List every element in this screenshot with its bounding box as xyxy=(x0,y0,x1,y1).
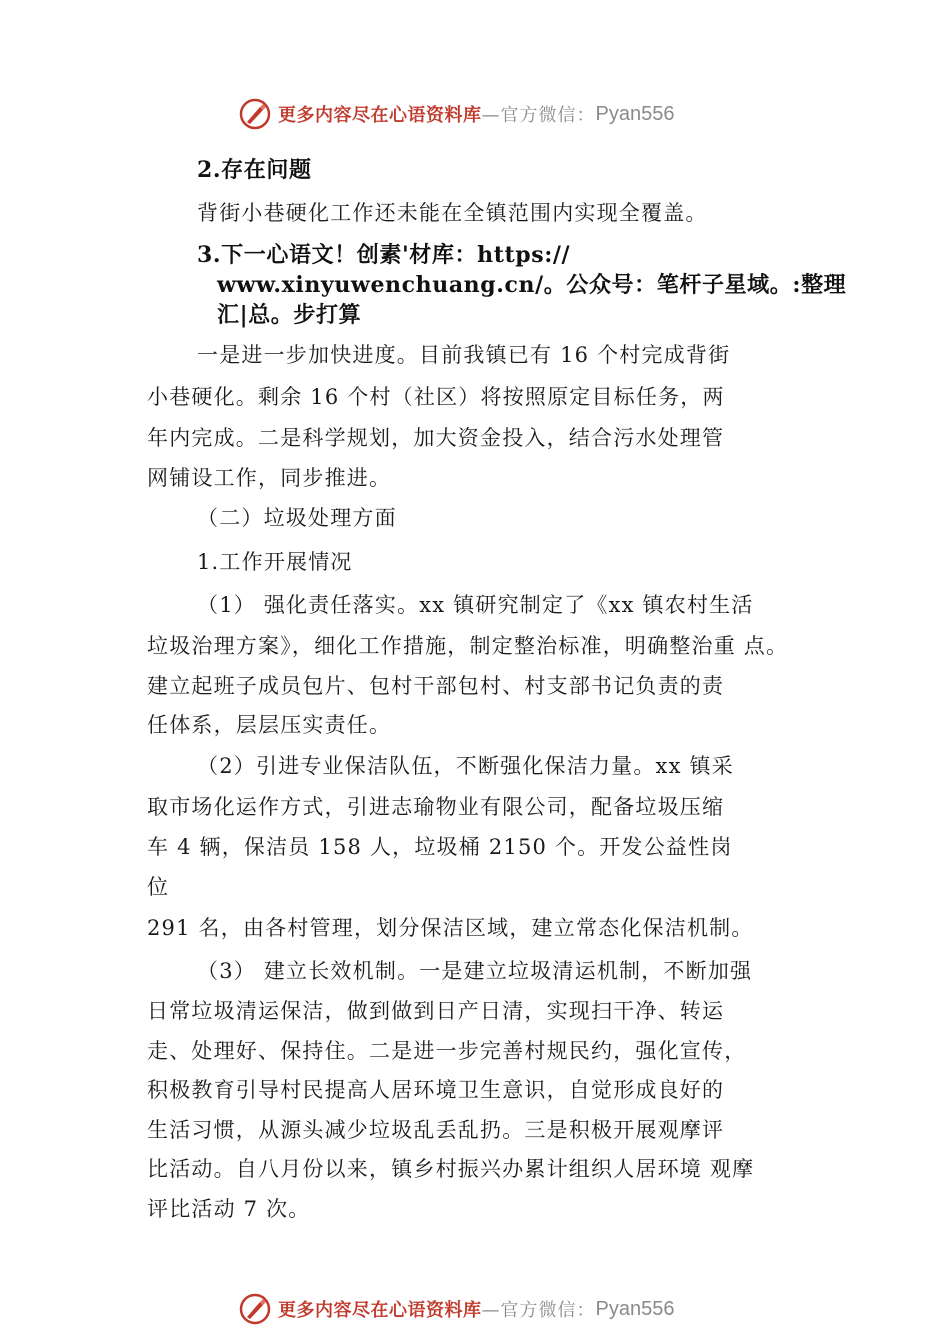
header-watermark xyxy=(238,97,674,131)
paragraph-line: 背街小巷硬化工作还未能在全镇范围内实现全覆盖。 xyxy=(197,201,708,225)
paragraph-line: 取市场化运作方式，引进志瑜物业有限公司，配备垃圾压缩 xyxy=(147,795,725,819)
watermark-wechat-id: Pyan556 xyxy=(595,1297,675,1320)
section-heading-next-steps: 3.下一心语文！创素'材库：https:// xyxy=(197,242,571,268)
footer-watermark xyxy=(238,1292,674,1326)
paragraph-line: 任体系，层层压实责任。 xyxy=(147,713,392,737)
watermark-brand: 更多内容尽在心语资料库 xyxy=(278,1300,482,1321)
pen-logo-icon xyxy=(238,1292,272,1326)
paragraph-line: 车 4 辆，保洁员 158 人，垃圾桶 2150 个。开发公益性岗 xyxy=(147,835,733,859)
section-heading-problems: 2.存在问题 xyxy=(197,157,312,183)
paragraph-line: 评比活动 7 次。 xyxy=(147,1197,311,1221)
watermark-official-label: —官方微信： xyxy=(481,105,596,126)
paragraph-line: 291 名，由各村管理，划分保洁区域，建立常态化保洁机制。 xyxy=(147,916,754,940)
watermark-wechat-id: Pyan556 xyxy=(595,102,675,125)
paragraph-line: 积极教育引导村民提高人居环境卫生意识，自觉形成良好的 xyxy=(147,1078,725,1102)
paragraph-line: 日常垃圾清运保洁，做到做到日产日清，实现扫干净、转运 xyxy=(147,999,725,1023)
pen-logo-icon xyxy=(238,97,272,131)
paragraph-line: 网铺设工作，同步推进。 xyxy=(147,466,392,490)
section-heading-next-steps-end: 汇|总。步打算 xyxy=(217,302,362,328)
section-heading-next-steps-cont: www.xinyuwenchuang.cn/。公众号：笔杆子星域。:整理 xyxy=(217,272,847,298)
paragraph-line: 位 xyxy=(147,875,170,899)
paragraph-line: 一是进一步加快进度。目前我镇已有 16 个村完成背街 xyxy=(197,343,731,367)
paragraph-line: 年内完成。二是科学规划，加大资金投入，结合污水处理管 xyxy=(147,426,725,450)
section-heading-garbage: （二）垃圾处理方面 xyxy=(197,506,397,530)
subsection-heading-progress: 1.工作开展情况 xyxy=(197,550,353,574)
watermark-brand: 更多内容尽在心语资料库 xyxy=(278,105,482,126)
paragraph-line: 走、处理好、保持住。二是进一步完善村规民约，强化宣传， xyxy=(147,1039,747,1063)
paragraph-line: 建立起班子成员包片、包村干部包村、村支部书记负责的责 xyxy=(147,674,725,698)
paragraph-line: （2）引进专业保洁队伍，不断强化保洁力量。xx 镇采 xyxy=(197,754,734,778)
watermark-official-label: —官方微信： xyxy=(481,1300,596,1321)
paragraph-line: 小巷硬化。剩余 16 个村（社区）将按照原定目标任务，两 xyxy=(147,385,725,409)
paragraph-line: 比活动。自八月份以来，镇乡村振兴办累计组织人居环境 观摩 xyxy=(147,1157,755,1181)
paragraph-line: 垃圾治理方案》，细化工作措施，制定整治标准，明确整治重 点。 xyxy=(147,634,789,658)
paragraph-line: （1） 强化责任落实。xx 镇研究制定了《xx 镇农村生活 xyxy=(197,593,754,617)
paragraph-line: 生活习惯，从源头减少垃圾乱丢乱扔。三是积极开展观摩评 xyxy=(147,1118,725,1142)
paragraph-line: （3） 建立长效机制。一是建立垃圾清运机制，不断加强 xyxy=(197,959,753,983)
